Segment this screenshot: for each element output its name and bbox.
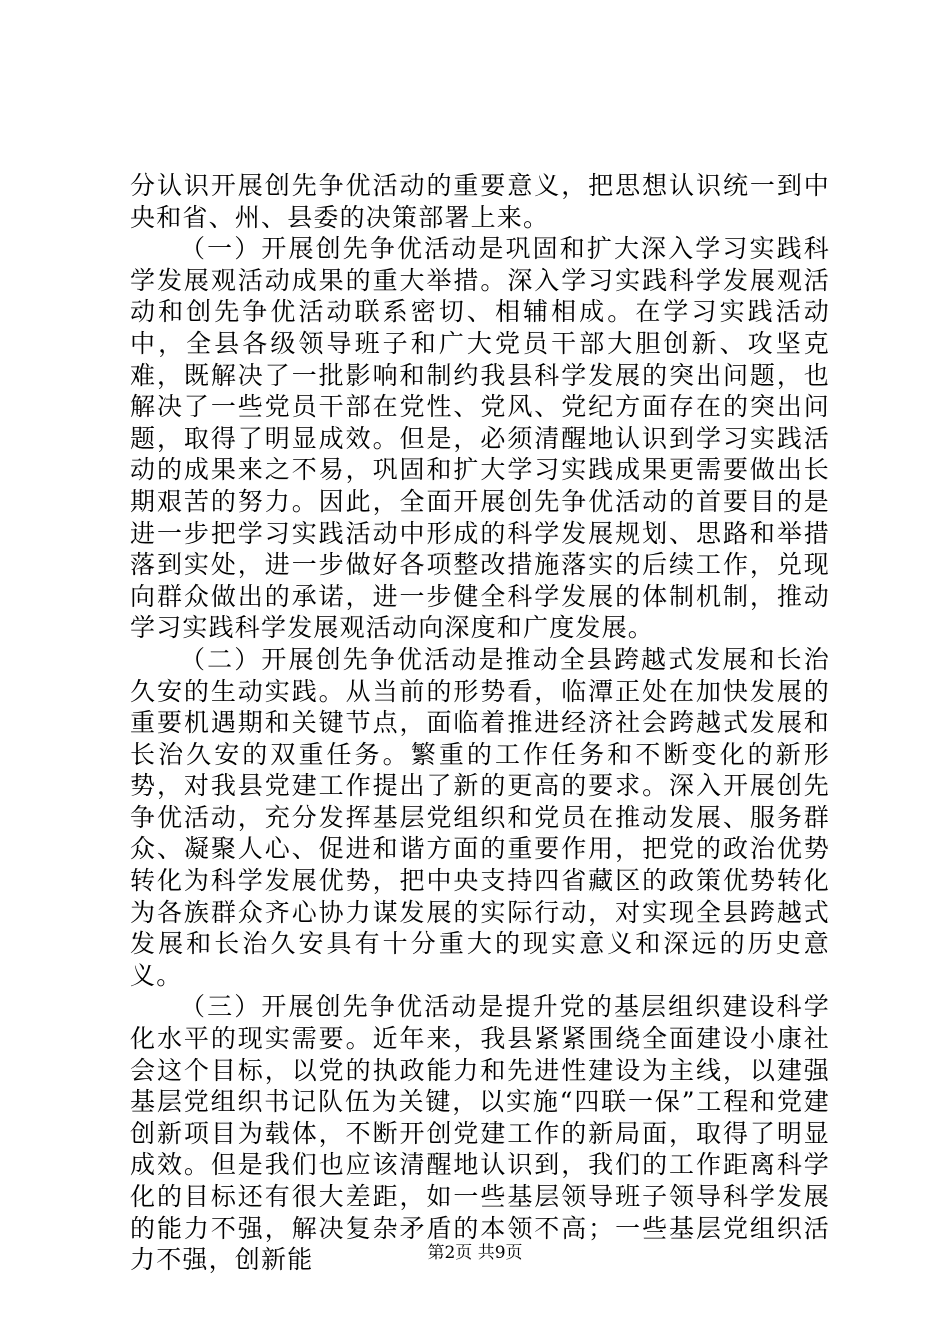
paragraph-continuation: 分认识开展创先争优活动的重要意义，把思想认识统一到中央和省、州、县委的决策部署上来。 — [130, 171, 830, 232]
paragraph-section-three: （三）开展创先争优活动是提升党的基层组织建设科学化水平的现实需要。近年来，我县紧紧围绕全面建设小康社会这个目标，以党的执政能力和先进性建设为主线，以建强基层党组织书记队伍为关键，以实施“四联一保”工程和党建创新项目为载体，不断开创党建工作的新局面，取得了明显成效。但是我们也应该清醒地认识到，我们的工作距离科学化的目标还有很大差距，如一些基层领导班子领导科学发展的能力不强，解决复杂矛盾的本领不高；一些基层党组织活力不强，创新能 — [130, 992, 830, 1275]
page-footer: 第2页 共9页 — [427, 1243, 523, 1263]
paragraph-section-two: （二）开展创先争优活动是推动全县跨越式发展和长治久安的生动实践。从当前的形势看，临潭正处在加快发展的重要机遇期和关键节点，面临着推进经济社会跨越式发展和长治久安的双重任务。繁重的工作任务和不断变化的新形势，对我县党建工作提出了新的更高的要求。深入开展创先争优活动，充分发挥基层党组织和党员在推动发展、服务群众、凝聚人心、促进和谐方面的重要作用，把党的政治优势转化为科学发展优势，把中央支持四省藏区的政策优势转化为各族群众齐心协力谋发展的实际行动，对实现全县跨越式发展和长治久安具有十分重大的现实意义和深远的历史意义。 — [130, 644, 830, 990]
body-text — [130, 170, 830, 1276]
paragraph-section-one: （一）开展创先争优活动是巩固和扩大深入学习实践科学发展观活动成果的重大举措。深入学习实践科学发展观活动和创先争优活动联系密切、相辅相成。在学习实践活动中，全县各级领导班子和广大党员干部大胆创新、攻坚克难，既解决了一批影响和制约我县科学发展的突出问题，也解决了一些党员干部在党性、党风、党纪方面存在的突出问题，取得了明显成效。但是，必须清醒地认识到学习实践活动的成果来之不易，巩固和扩大学习实践成果更需要做出长期艰苦的努力。因此，全面开展创先争优活动的首要目的是进一步把学习实践活动中形成的科学发展规划、思路和举措落到实处，进一步做好各项整改措施落实的后续工作，兑现向群众做出的承诺，进一步健全科学发展的体制机制，推动学习实践科学发展观活动向深度和广度发展。 — [130, 234, 830, 643]
